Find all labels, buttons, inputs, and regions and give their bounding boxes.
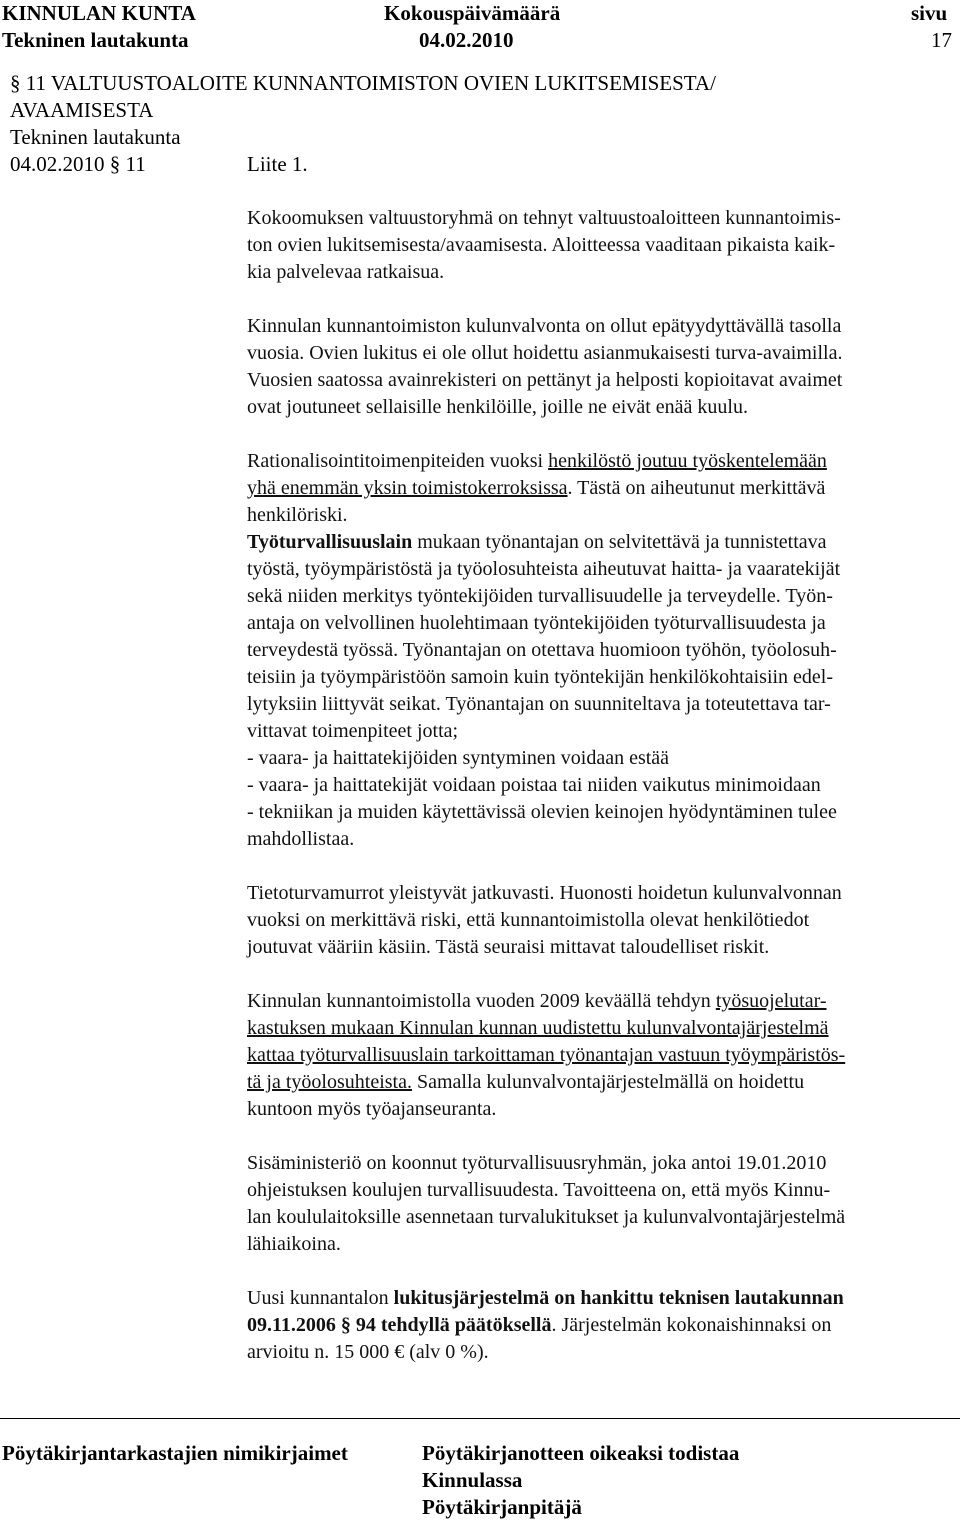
underlined-text: työsuojelutar- — [715, 990, 827, 1012]
page-number: 17 — [931, 28, 952, 52]
list-item: - tekniikan ja muiden käytettävissä olevien keinojen hyödyntäminen tulee — [247, 801, 837, 823]
text-line: kuntoon myös työajanseuranta. — [247, 1098, 497, 1120]
municipality-name: KINNULAN KUNTA — [2, 1, 196, 25]
document-body — [247, 205, 957, 1366]
text-line: vuoksi on merkittävä riski, että kunnantoimistolla olevat henkilötiedot — [247, 909, 810, 931]
paragraph-lock-system — [247, 1285, 957, 1366]
text-line: Kokoomuksen valtuustoryhmä on tehnyt valtuustoaloitteen kunnantoimis- — [247, 207, 841, 229]
text-fragment: Uusi kunnantalon — [247, 1287, 394, 1309]
paragraph-safety-law — [247, 448, 957, 853]
underlined-text: kattaa työturvallisuuslain tarkoittaman työnantajan vastuun työympäristös- — [247, 1044, 846, 1066]
underlined-text: yhä enemmän yksin toimistokerroksissa — [247, 477, 568, 499]
underlined-text: henkilöstö joutuu työskentelemään — [548, 450, 827, 472]
text-line: antaja on velvollinen huolehtimaan työntekijöiden työturvallisuudesta ja — [247, 612, 826, 634]
bold-text: lukitusjärjestelmä on hankittu teknisen lautakunnan — [393, 1287, 844, 1309]
section-reference: 04.02.2010 § 11 — [10, 152, 146, 176]
text-line: joutuvat vääriin käsiin. Tästä seuraisi mittavat taloudelliset riskit. — [247, 936, 770, 958]
text-line — [247, 1312, 957, 1339]
meeting-date: 04.02.2010 — [419, 28, 514, 52]
text-line: mahdollistaa. — [247, 828, 355, 850]
text-line: työstä, työympäristöstä ja työolosuhteista aiheutuvat haitta- ja vaaratekijät — [247, 558, 841, 580]
text-line: kia palvelevaa ratkaisua. — [247, 261, 445, 283]
committee-name: Tekninen lautakunta — [2, 28, 189, 52]
underlined-text: tä ja työolosuhteista. — [247, 1071, 412, 1093]
text-fragment: . Järjestelmän kokonaishinnaksi on — [551, 1314, 832, 1336]
footer-initials-label: Pöytäkirjantarkastajien nimikirjaimet — [2, 1441, 348, 1465]
footer-secretary-label: Pöytäkirjanpitäjä — [422, 1495, 582, 1519]
text-line — [247, 475, 957, 502]
text-line — [247, 988, 957, 1015]
bold-term: Työturvallisuuslain — [247, 531, 413, 553]
meeting-date-label: Kokouspäivämäärä — [384, 1, 561, 25]
footer-place: Kinnulassa — [422, 1468, 523, 1492]
attachment-reference: Liite 1. — [247, 152, 308, 176]
text-line — [247, 1285, 957, 1312]
text-fragment: Samalla kulunvalvontajärjestelmällä on hoidettu — [411, 1071, 805, 1093]
text-line: Sisäministeriö on koonnut työturvallisuusryhmän, joka antoi 19.01.2010 — [247, 1152, 827, 1174]
text-line: teisiin ja työympäristöön samoin kuin työntekijän henkilökohtaisiin edel- — [247, 666, 834, 688]
text-line: lähiaikoina. — [247, 1233, 341, 1255]
page-label: sivu — [911, 1, 948, 25]
paragraph-data-security — [247, 880, 957, 961]
text-fragment: Rationalisointitoimenpiteiden vuoksi — [247, 450, 549, 472]
text-line: ton ovien lukitsemisesta/avaamisesta. Aloitteessa vaaditaan pikaista kaik- — [247, 234, 836, 256]
text-line: arvioitu n. 15 000 € (alv 0 %). — [247, 1341, 489, 1363]
text-line: Vuosien saatossa avainrekisteri on pettänyt ja helposti kopioitavat avaimet — [247, 369, 843, 391]
text-line: ohjeistuksen koulujen turvallisuudesta. Tavoitteena on, että myös Kinnu- — [247, 1179, 831, 1201]
text-line: henkilöriski. — [247, 504, 348, 526]
section-committee: Tekninen lautakunta — [10, 125, 181, 149]
bold-text: 09.11.2006 § 94 tehdyllä päätöksellä — [247, 1314, 552, 1336]
text-line: sekä niiden merkitys työntekijöiden turvallisuudelle ja terveydelle. Työn- — [247, 585, 833, 607]
text-line: terveydestä työssä. Työnantajan on otettava huomioon työhön, työolosuh- — [247, 639, 837, 661]
list-item: - vaara- ja haittatekijät voidaan poistaa tai niiden vaikutus minimoidaan — [247, 774, 821, 796]
section-title-line: § 11 VALTUUSTOALOITE KUNNANTOIMISTON OVIEN LUKITSEMISESTA/ — [10, 71, 716, 95]
footer-divider — [0, 1418, 960, 1419]
paragraph-inspection — [247, 988, 957, 1123]
footer-certification-label: Pöytäkirjanotteen oikeaksi todistaa — [422, 1441, 740, 1465]
text-fragment: Kinnulan kunnantoimistolla vuoden 2009 keväällä tehdyn — [247, 990, 716, 1012]
section-title — [10, 70, 910, 124]
text-fragment: mukaan työnantajan on selvitettävä ja tunnistettava — [412, 531, 827, 553]
text-line: Kinnulan kunnantoimiston kulunvalvonta on ollut epätyydyttävällä tasolla — [247, 315, 842, 337]
text-line: vittavat toimenpiteet jotta; — [247, 720, 459, 742]
text-line: lytyksiin liittyvät seikat. Työnantajan on suunniteltava ja toteutettava tar- — [247, 693, 831, 715]
text-fragment: . Tästä on aiheutunut merkittävä — [567, 477, 826, 499]
text-line: lan koululaitoksille asennetaan turvalukitukset ja kulunvalvontajärjestelmä — [247, 1206, 846, 1228]
text-line — [247, 448, 957, 475]
section-title-line: AVAAMISESTA — [10, 98, 154, 122]
text-line — [247, 529, 957, 556]
underlined-text: kastuksen mukaan Kinnulan kunnan uudistettu kulunvalvontajärjestelmä — [247, 1017, 829, 1039]
text-line: Tietoturvamurrot yleistyvät jatkuvasti. Huonosti hoidetun kulunvalvonnan — [247, 882, 842, 904]
text-line: vuosia. Ovien lukitus ei ole ollut hoidettu asianmukaisesti turva-avaimilla. — [247, 342, 843, 364]
paragraph-initiative — [247, 205, 957, 286]
paragraph-school-safety — [247, 1150, 957, 1258]
text-line — [247, 1069, 957, 1096]
text-line: ovat joutuneet sellaisille henkilöille, joille ne eivät enää kuulu. — [247, 396, 748, 418]
paragraph-access-control — [247, 313, 957, 421]
list-item: - vaara- ja haittatekijöiden syntyminen voidaan estää — [247, 747, 670, 769]
